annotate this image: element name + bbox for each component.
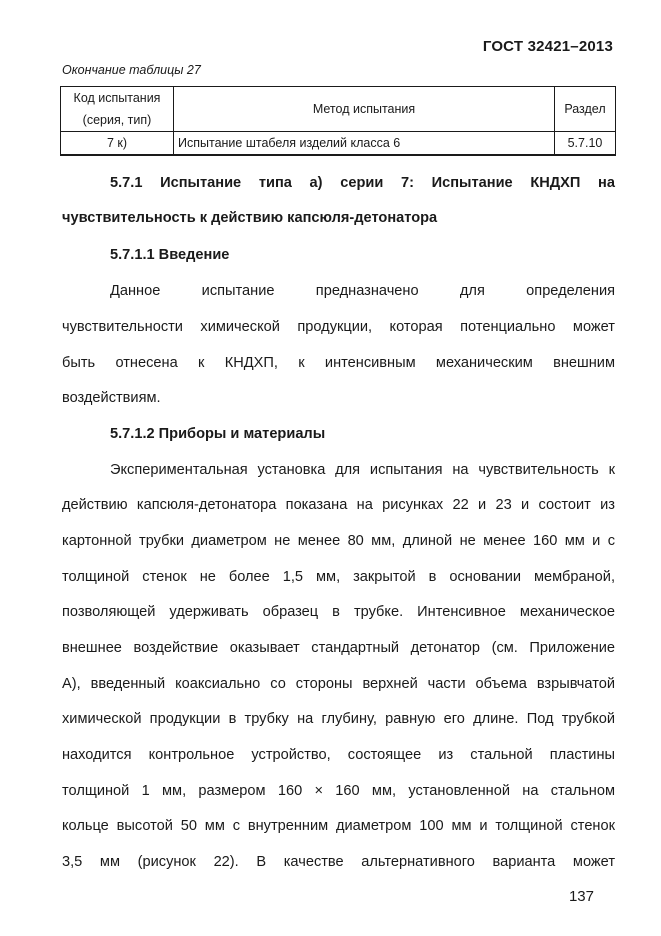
table-row	[61, 132, 616, 156]
intro-line: быть отнесена к КНДХП, к интенсивным механическим внешним	[62, 355, 615, 371]
intro-line: чувствительности химической продукции, которая потенциально может	[62, 319, 615, 335]
header-section: Раздел	[555, 87, 616, 132]
cell-section: 5.7.10	[555, 132, 616, 156]
equipment-line: находится контрольное устройство, состоящее из стальной пластины	[62, 747, 615, 763]
subsection-title-introduction: 5.7.1.1 Введение	[110, 247, 230, 263]
section-heading-line2: чувствительность к действию капсюля-детонатора	[62, 210, 438, 226]
header-test-code	[61, 87, 174, 132]
header-test-method: Метод испытания	[174, 87, 555, 132]
page-number: 137	[568, 888, 594, 905]
intro-line: Данное испытание предназначено для определения	[110, 283, 615, 299]
equipment-line: толщиной 1 мм, размером 160 × 160 мм, установленной на стальном	[62, 783, 615, 799]
equipment-line: внешнее воздействие оказывает стандартный детонатор (см. Приложение	[62, 640, 615, 656]
table-header-row	[61, 87, 616, 132]
subsection-title-equipment: 5.7.1.2 Приборы и материалы	[110, 426, 326, 442]
equipment-line: 3,5 мм (рисунок 22). В качестве альтернативного варианта может	[62, 854, 615, 870]
equipment-line: кольце высотой 50 мм с внутренним диаметром 100 мм и толщиной стенок	[62, 818, 615, 834]
equipment-line: позволяющей удерживать образец в трубке. Интенсивное механическое	[62, 604, 615, 620]
equipment-line: Экспериментальная установка для испытания на чувствительность к	[110, 462, 615, 478]
test-table	[60, 86, 616, 156]
equipment-line: действию капсюля-детонатора показана на рисунках 22 и 23 и состоит из	[62, 497, 615, 513]
cell-test-method: Испытание штабеля изделий класса 6	[174, 132, 555, 156]
intro-line: воздействиям.	[62, 390, 161, 406]
cell-test-code: 7 к)	[61, 132, 174, 156]
equipment-line: химической продукции в трубку на глубину, равную его длине. Под трубкой	[62, 711, 615, 727]
header-test-code-line2: (серия, тип)	[82, 113, 152, 127]
header-test-code-line1: Код испытания	[73, 91, 161, 105]
equipment-line: картонной трубки диаметром не менее 80 мм, длиной не менее 160 мм и с	[62, 533, 615, 549]
equipment-line: толщиной стенок не более 1,5 мм, закрытой в основании мембраной,	[62, 569, 615, 585]
section-heading-line1: 5.7.1 Испытание типа а) серии 7: Испытание КНДХП на	[110, 175, 615, 191]
equipment-line: А), введенный коаксиально со стороны верхней части объема взрывчатой	[62, 676, 615, 692]
table-caption: Окончание таблицы 27	[62, 63, 201, 77]
standard-designation: ГОСТ 32421–2013	[482, 38, 613, 55]
